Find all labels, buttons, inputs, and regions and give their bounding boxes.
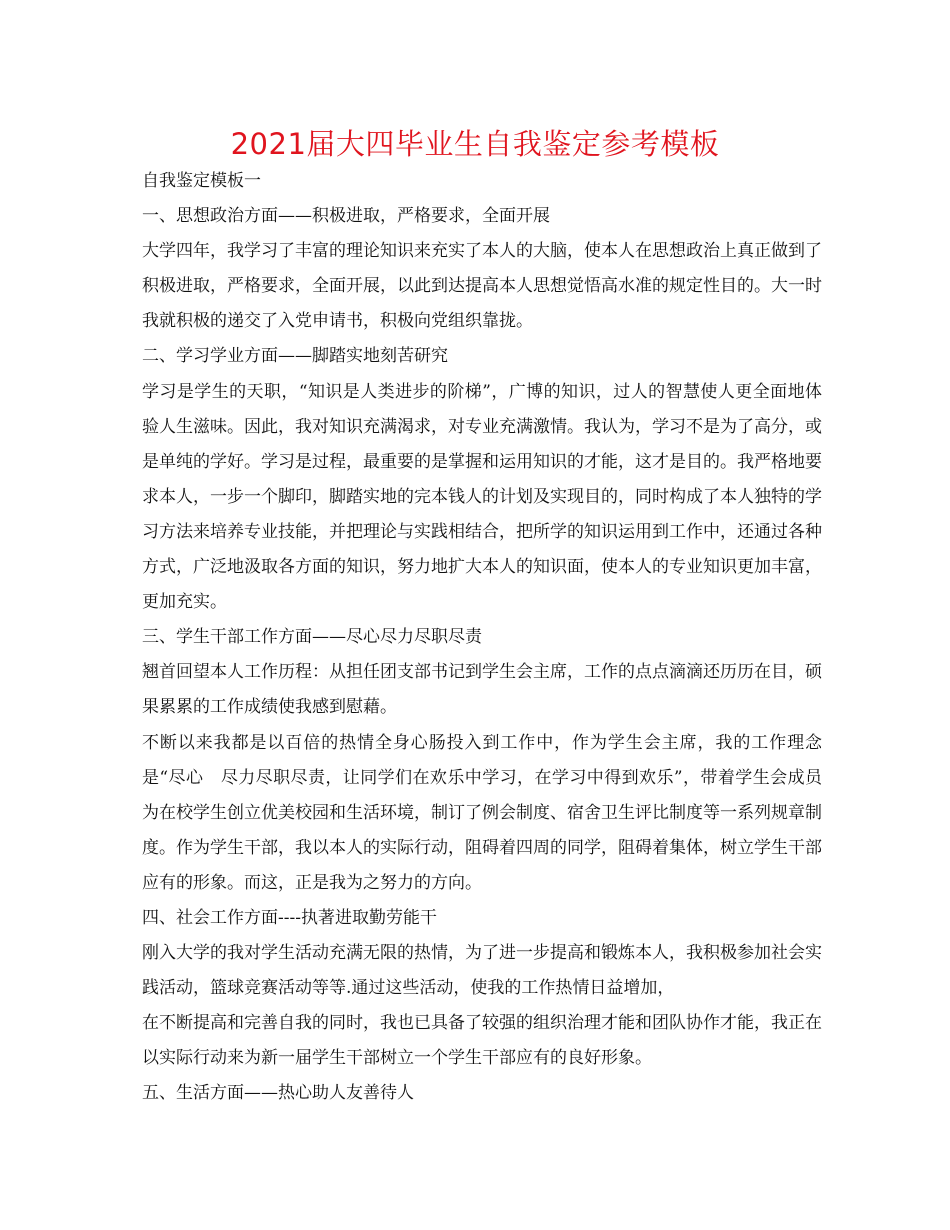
body-paragraph: 大学四年，我学习了丰富的理论知识来充实了本人的大脑，使本人在思想政治上真正做到了积极进取，严格要求，全面开展，以此到达提高本人思想觉悟高水准的规定性目的。大一时我就积极的递交了入党申请书，积极向党组织靠拢。 — [142, 241, 822, 332]
body-paragraph: 学习是学生的天职，“知识是人类进步的阶梯”，广博的知识，过人的智慧使人更全面地体验人生滋味。因此，我对知识充满渴求，对专业充满激情。我认为，学习不是为了高分，或是单纯的学好。学习是过程，最重要的是掌握和运用知识的才能，这才是目的。我严格地要求本人，一步一个脚印，脚踏实地的完本钱人的计划及实现目的，同时构成了本人独特的学习方法来培养专业技能，并把理论与实践相结合，把所学的知识运用到工作中，还通过各种方式，广泛地汲取各方面的知识，努力地扩大本人的知识面，使本人的专业知识更加丰富，更加充实。 — [142, 381, 822, 613]
section-label: 自我鉴定模板一 — [142, 171, 261, 191]
document-title: 2021届大四毕业生自我鉴定参考模板 — [230, 127, 720, 161]
document-body — [142, 164, 822, 1112]
body-paragraph: 翘首回望本人工作历程：从担任团支部书记到学生会主席，工作的点点滴滴还历历在目，硕果累累的工作成绩使我感到慰藉。 — [142, 662, 822, 718]
body-paragraph: 在不断提高和完善自我的同时，我也已具备了较强的组织治理才能和团队协作才能，我正在以实际行动来为新一届学生干部树立一个学生干部应有的良好形象。 — [142, 1013, 822, 1069]
section-heading: 五、生活方面——热心助人友善待人 — [142, 1083, 414, 1104]
body-paragraph: 不断以来我都是以百倍的热情全身心肠投入到工作中，作为学生会主席，我的工作理念是“尽心 尽力尽职尽责，让同学们在欢乐中学习，在学习中得到欢乐”，带着学生会成员为在校学生创立优美校园和生活环境，制订了例会制度、宿舍卫生评比制度等一系列规章制度。作为学生干部，我以本人的实际行动，阻碍着四周的同学，阻碍着集体，树立学生干部应有的形象。而这，正是我为之努力的方向。 — [142, 732, 822, 893]
section-heading: 四、社会工作方面----执著进取勤劳能干 — [142, 907, 437, 928]
section-heading: 一、思想政治方面——积极进取，严格要求，全面开展 — [142, 206, 550, 227]
section-heading: 二、学习学业方面——脚踏实地刻苦研究 — [142, 346, 448, 367]
section-heading: 三、学生干部工作方面——尽心尽力尽职尽责 — [142, 627, 482, 648]
body-paragraph: 刚入大学的我对学生活动充满无限的热情，为了进一步提高和锻炼本人，我积极参加社会实践活动，篮球竞赛活动等等.通过这些活动，使我的工作热情日益增加， — [142, 943, 822, 999]
